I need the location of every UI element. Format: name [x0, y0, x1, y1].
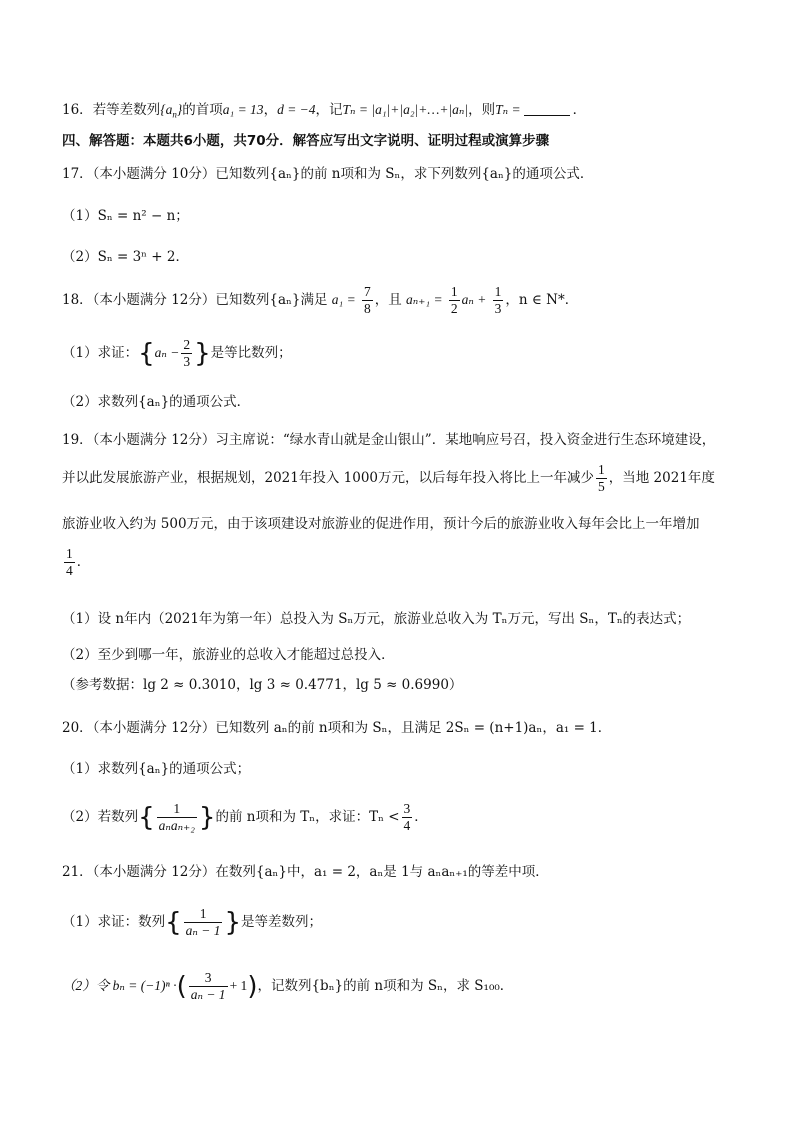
fraction-1-an-minus-1 [184, 906, 223, 939]
q20-part-2 [62, 801, 428, 834]
q21-p1-prefix: （1）求证：数列 [62, 914, 166, 930]
q21-head: 21．（本小题满分 12分）在数列{aₙ}中，a₁ = 2，aₙ是 1与 aₙaₙ₊₁的等差中项． [62, 864, 549, 880]
frac-den: aₙ − 1 [190, 987, 226, 1002]
frac-den: 5 [598, 479, 605, 494]
q19-part-2: （2）至少到哪一年，旅游业的总收入才能超过总投入． [62, 647, 395, 663]
q16-cond-d: d = −4 [277, 102, 316, 117]
q16-sep: ， [263, 102, 278, 118]
q16-text-3: ，则 [468, 102, 496, 118]
q20-part-1: （1）求数列{aₙ}的通项公式； [62, 761, 251, 777]
frac-num: 3 [403, 801, 411, 816]
frac-num: 1 [66, 546, 73, 561]
q20-p2-end: ． [414, 809, 428, 825]
q16-number: 16． [62, 102, 93, 118]
fraction-2-3 [181, 337, 192, 370]
left-brace: { [138, 338, 155, 369]
q19-line-3: 旅游业收入约为 500万元，由于该项建设对旅游业的促进作用，预计今后的旅游业收入每年会比上一年增加 [62, 516, 700, 532]
q21-p1-suffix: 是等差数列； [241, 914, 323, 930]
q17-part-2: （2）Sₙ = 3ⁿ + 2． [62, 249, 189, 265]
q21-p2-prefix: （2）令 bₙ = (−1)ⁿ · [62, 978, 177, 993]
fraction-3-an-minus-1 [189, 970, 228, 1003]
q18-recurrence: aₙ₊₁ = [406, 292, 443, 307]
q18-part-1 [62, 337, 292, 370]
q21-part-2 [62, 970, 513, 1003]
left-brace: { [138, 802, 155, 833]
q16-end: ． [572, 102, 587, 118]
q18-p1-seq: aₙ − [154, 345, 180, 360]
fraction-1-anan2 [157, 801, 197, 834]
q18-p1-prefix: （1）求证： [62, 345, 139, 361]
q19-l2-tail: ，当地 2021年度 [608, 470, 715, 486]
frac-num: 1 [494, 284, 502, 299]
q20-p2-text: 的前 n项和为 Tₙ，求证：Tₙ < [215, 809, 400, 825]
q18-part-2: （2）求数列{aₙ}的通项公式． [62, 394, 251, 410]
frac-num: 1 [157, 801, 197, 818]
q17-head: 17．（本小题满分 10分）已知数列{aₙ}的前 n项和为 Sₙ，求下列数列{aₙ}的通项公式． [62, 166, 594, 182]
frac-den: 4 [403, 818, 411, 833]
q16-text-2: ，记 [315, 102, 343, 118]
q17-part-1: （1）Sₙ = n² − n； [62, 208, 189, 224]
q18-a1: a₁ = [331, 292, 356, 307]
left-brace: { [165, 907, 182, 938]
q19-line-1: 19．（本小题满分 12分）习主席说：“绿水青山就是金山银山”．某地响应号召，投入资金进行生态环境建设， [62, 432, 716, 448]
q16-text-first-term: 的首项 [182, 102, 223, 118]
frac-den: 3 [494, 301, 502, 316]
question-16 [62, 101, 586, 119]
q16-ask: Tₙ = [495, 102, 521, 117]
answer-blank[interactable] [524, 101, 570, 116]
fraction-1-4 [64, 546, 75, 579]
frac-den: 8 [364, 301, 371, 316]
frac-den: 2 [450, 301, 458, 316]
q20-head: 20．（本小题满分 12分）已知数列 aₙ的前 n项和为 Sₙ，且满足 2Sₙ = (n+1)aₙ，a₁ = 1． [62, 720, 612, 736]
frac-num: 3 [189, 970, 228, 987]
fraction-1-2 [449, 284, 460, 317]
q21-p2-tail: ，记数列{bₙ}的前 n项和为 Sₙ，求 S₁₀₀． [257, 978, 514, 994]
fraction-7-8 [362, 284, 373, 317]
q19-reference-data: （参考数据：lg 2 ≈ 0.3010，lg 3 ≈ 0.4771，lg 5 ≈ 0.6990） [62, 677, 463, 693]
q18-head-text: 18．（本小题满分 12分）已知数列{aₙ}满足 [62, 292, 328, 308]
right-brace: } [198, 802, 216, 833]
left-paren: ( [176, 971, 187, 1002]
fraction-1-5 [596, 462, 607, 495]
q16-seq: $\{a_n\}$ [160, 102, 183, 120]
right-brace: } [224, 907, 242, 938]
frac-num: 2 [183, 337, 191, 352]
section-heading: 四、解答题：本题共6小题，共70分．解答应写出文字说明、证明过程或演算步骤 [62, 133, 550, 149]
q18-tail: ，n ∈ N*． [505, 292, 579, 308]
q16-prefix: 若等差数列 [92, 102, 161, 118]
frac-num: 1 [184, 906, 223, 923]
frac-den: aₙ − 1 [185, 923, 221, 938]
frac-den: 4 [66, 563, 73, 578]
right-paren: ) [247, 971, 258, 1002]
frac-num: 1 [450, 284, 458, 299]
frac-num: 7 [364, 284, 371, 299]
q19-line-2 [62, 462, 715, 495]
q16-tn-def: Tₙ = |a₁|+|a₂|+…+|aₙ| [342, 102, 469, 117]
frac-den: aₙaₙ₊₂ [158, 818, 195, 833]
q20-p2-prefix: （2）若数列 [62, 809, 139, 825]
q16-cond-a1: a₁ = 13 [222, 102, 264, 117]
q19-l2-text: 并以此发展旅游产业，根据规划，2021年投入 1000万元，以后每年投入将比上一年减少 [62, 470, 595, 486]
q18-text-and: ，且 [374, 292, 402, 308]
q19-part-1: （1）设 n年内（2021年为第一年）总投入为 Sₙ万元，旅游业总收入为 Tₙ万元，写出 Sₙ，Tₙ的表达式； [62, 611, 691, 627]
q21-plus-one: + 1 [229, 978, 248, 993]
frac-num: 1 [598, 462, 605, 477]
frac-den: 3 [183, 354, 191, 369]
fraction-3-4 [402, 801, 413, 834]
q19-l4-end: ． [76, 554, 91, 570]
q21-part-1 [62, 906, 322, 939]
q18-an-plus: aₙ + [461, 292, 487, 307]
fraction-1-3 [493, 284, 504, 317]
q18-p1-suffix: 是等比数列； [210, 345, 292, 361]
q19-line-4 [62, 546, 90, 579]
q18-head [62, 284, 578, 317]
right-brace: } [194, 338, 211, 369]
